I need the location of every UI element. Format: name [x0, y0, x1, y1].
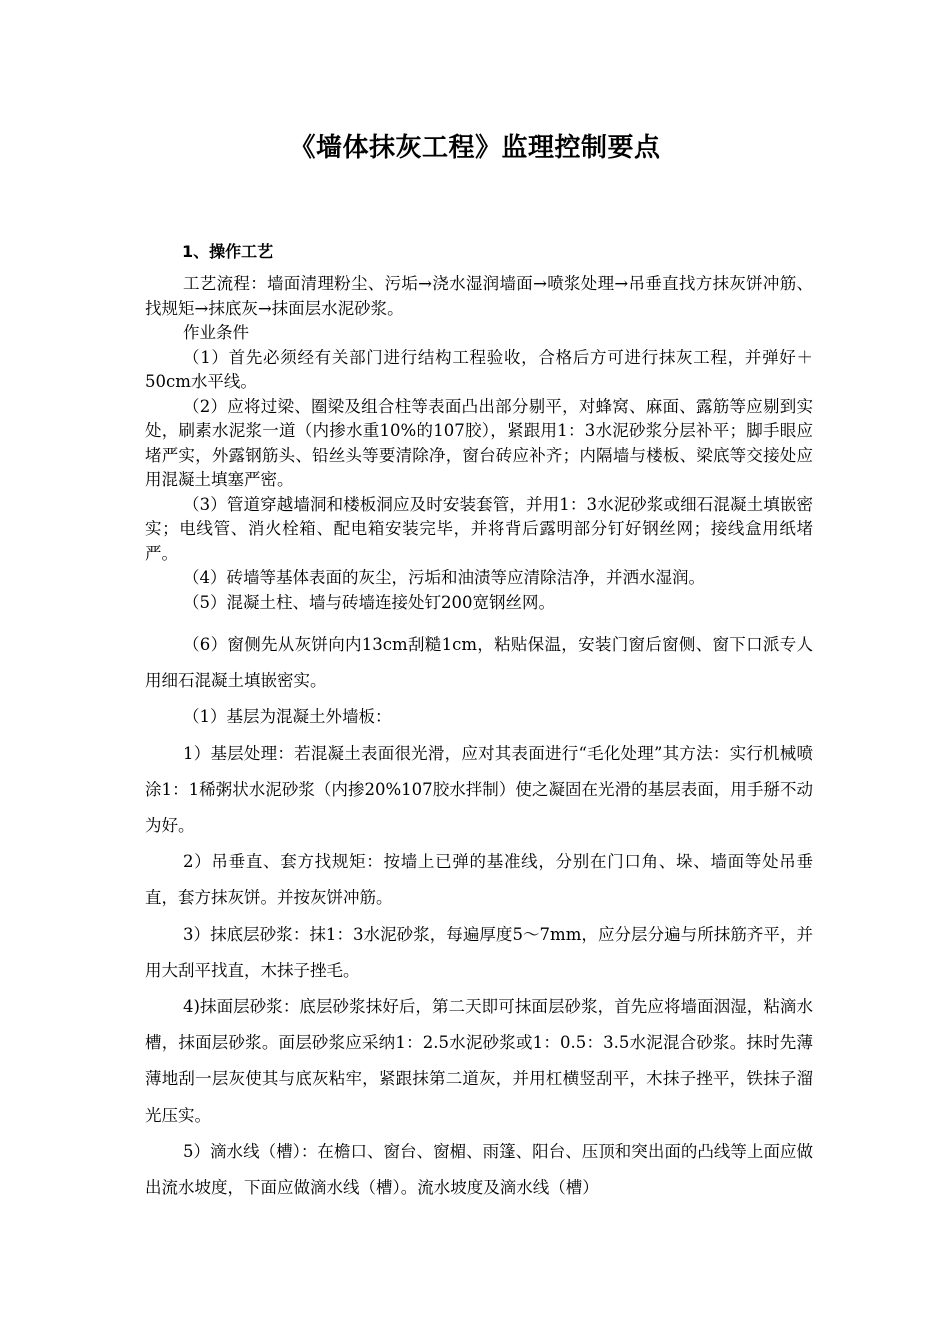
condition-item: （4）砖墙等基体表面的灰尘，污垢和油渍等应清除洁净，并洒水湿润。: [183, 568, 705, 587]
section-heading: 1、操作工艺: [182, 242, 274, 261]
process-section: [145, 272, 813, 615]
method-section: [145, 627, 813, 1206]
condition-item: （3）管道穿越墙洞和楼板洞应及时安装套管，并用1：3水泥砂浆或细石混凝土填嵌密实；电线管、消火栓箱、配电箱安装完毕，并将背后露明部分钉好钢丝网；接线盒用纸堵严。: [145, 494, 813, 563]
base-heading: （1）基层为混凝土外墙板：: [183, 707, 392, 727]
condition-item: （5）混凝土柱、墙与砖墙连接处钉200宽钢丝网。: [183, 592, 555, 612]
condition-item: （6）窗侧先从灰饼向内13cm刮糙1cm，粘贴保温，安装门窗后窗侧、窗下口派专人用细石混凝土填嵌密实。: [145, 635, 813, 691]
condition-item: （1）首先必须经有关部门进行结构工程验收，合格后方可进行抹灰工程，并弹好＋50cm水平线。: [145, 347, 813, 391]
step-paragraph: 4)抹面层砂浆：底层砂浆抹好后，第二天即可抹面层砂浆，首先应将墙面洇湿，粘滴水槽，抹面层砂浆。面层砂浆应采纳1：2.5水泥砂浆或1：0.5：3.5水泥混合砂浆。抹时先薄薄地刮一层灰使其与底灰粘牢，紧跟抹第二道灰，并用杠横竖刮平，木抹子挫平，铁抹子溜光压实。: [145, 997, 813, 1125]
step-paragraph: 2）吊垂直、套方找规矩：按墙上已弹的基准线，分别在门口角、垛、墙面等处吊垂直，套方抹灰饼。并按灰饼冲筋。: [145, 852, 813, 908]
step-paragraph: 1）基层处理：若混凝土表面很光滑，应对其表面进行“毛化处理”其方法：实行机械喷涂1：1稀粥状水泥砂浆（内掺20%107胶水拌制）使之凝固在光滑的基层表面，用手掰不动为好。: [145, 743, 813, 836]
work-conditions-label: 作业条件: [183, 323, 249, 342]
document-title: 《墙体抹灰工程》监理控制要点: [289, 133, 661, 163]
step-paragraph: 3）抹底层砂浆：抹1：3水泥砂浆，每遍厚度5～7mm，应分层分遍与所抹筋齐平，并用大刮平找直，木抹子挫毛。: [145, 924, 813, 980]
process-flow-paragraph: 工艺流程：墙面清理粉尘、污垢→浇水湿润墙面→喷浆处理→吊垂直找方抹灰饼冲筋、找规矩→抹底灰→抹面层水泥砂浆。: [145, 274, 813, 318]
condition-item: （2）应将过梁、圈梁及组合柱等表面凸出部分剔平，对蜂窝、麻面、露筋等应剔到实处，刷素水泥浆一道（内掺水重10%的107胶），紧跟用1：3水泥砂浆分层补平；脚手眼应堵严实，外露钢筋头、铅丝头等要清除净，窗台砖应补齐；内隔墙与楼板、梁底等交接处应用混凝土填塞严密。: [145, 396, 813, 489]
step-paragraph: 5）滴水线（槽）：在檐口、窗台、窗楣、雨篷、阳台、压顶和突出面的凸线等上面应做出流水坡度，下面应做滴水线（槽）。流水坡度及滴水线（槽）: [145, 1141, 813, 1198]
